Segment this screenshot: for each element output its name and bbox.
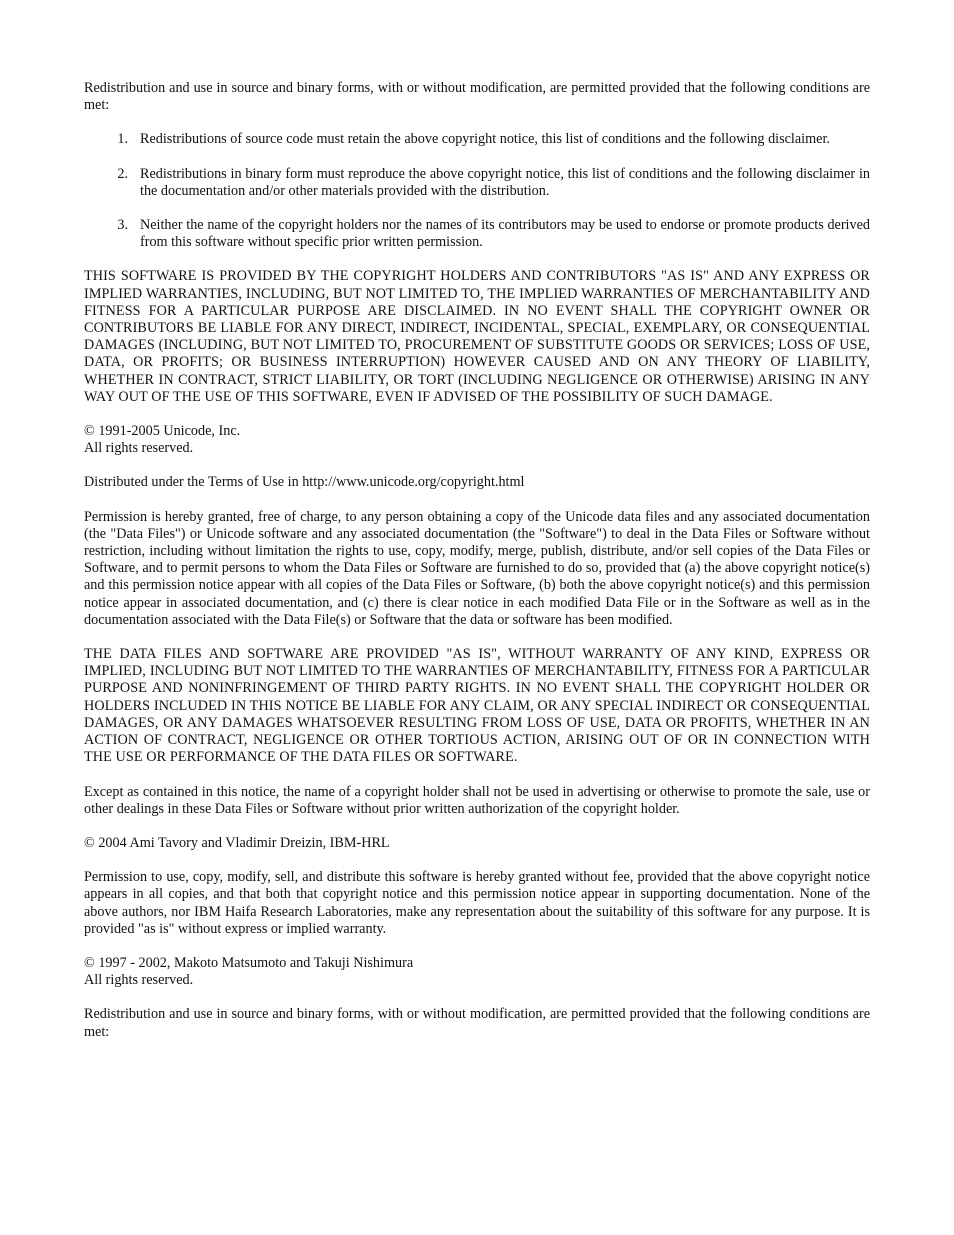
condition-item — [84, 166, 870, 200]
unicode-copyright-line: © 1991-2005 Unicode, Inc. — [84, 423, 241, 440]
unicode-terms: Distributed under the Terms of Use in http://www.unicode.org/copyright.html — [84, 474, 525, 491]
warranty-disclaimer: THIS SOFTWARE IS PROVIDED BY THE COPYRIGHT HOLDERS AND CONTRIBUTORS "AS IS" AND ANY EXPRESS OR IMPLIED WARRANTIES, INCLUDING, BUT NOT LIMITED TO, THE IMPLIED WARRANTIES OF MERCHANTABILITY AND FITNESS FOR A PARTICULAR PURPOSE ARE DISCLAIMED. IN NO EVENT SHALL THE COPYRIGHT OWNER OR CONTRIBUTORS BE LIABLE FOR ANY DIRECT, INDIRECT, INCIDENTAL, SPECIAL, EXEMPLARY, OR CONSEQUENTIAL DAMAGES (INCLUDING, BUT NOT LIMITED TO, PROCUREMENT OF SUBSTITUTE GOODS OR SERVICES; LOSS OF USE, DATA, OR PROFITS; OR BUSINESS INTERRUPTION) HOWEVER CAUSED AND ON ANY THEORY OF LIABILITY, WHETHER IN CONTRACT, STRICT LIABILITY, OR TORT (INCLUDING NEGLIGENCE OR OTHERWISE) ARISING IN ANY WAY OUT OF THE USE OF THIS SOFTWARE, EVEN IF ADVISED OF THE POSSIBILITY OF SUCH DAMAGE. — [84, 268, 870, 405]
condition-text: Neither the name of the copyright holders nor the names of its contributors may be used to endorse or promote products derived from this software without specific prior written permission. — [140, 217, 870, 251]
ibm-permission: Permission to use, copy, modify, sell, and distribute this software is hereby granted without fee, provided that the above copyright notice appears in all copies, and that both that copyright notice and this permission notice appear in supporting documentation. None of the above authors, nor IBM Haifa Research Laboratories, make any representation about the suitability of this software for any purpose. It is provided "as is" without express or implied warranty. — [84, 869, 870, 937]
mt-rights-line: All rights reserved. — [84, 972, 194, 989]
mt-copyright-line: © 1997 - 2002, Makoto Matsumoto and Takuji Nishimura — [84, 954, 414, 971]
condition-number: 3. — [117, 217, 128, 234]
condition-item — [84, 217, 870, 251]
redistribution-intro: Redistribution and use in source and binary forms, with or without modification, are permitted provided that the following conditions are met: — [84, 80, 870, 114]
condition-number: 2. — [117, 165, 128, 182]
unicode-except-notice: Except as contained in this notice, the name of a copyright holder shall not be used in advertising or otherwise to promote the sale, use or other dealings in these Data Files or Software without prior written authorization of the copyright holder. — [84, 783, 870, 817]
unicode-permission: Permission is hereby granted, free of charge, to any person obtaining a copy of the Unicode data files and any associated documentation (the "Data Files") or Unicode software and any associated documentation (the "Software") to deal in the Data Files or Software without restriction, including without limitation the rights to use, copy, modify, merge, publish, distribute, and/or sell copies of the Data Files or Software, and to permit persons to whom the Data Files or Software are furnished to do so, provided that (a) the above copyright notice(s) and this permission notice appear with all copies of the Data Files or Software, (b) both the above copyright notice(s) and this permission notice appear in associated documentation, and (c) there is clear notice in each modified Data File or in the Software as well as in the documentation associated with the Data File(s) or Software that the data or software has been modified. — [84, 508, 870, 628]
condition-item — [84, 131, 870, 148]
condition-number: 1. — [117, 131, 128, 148]
redistribution-intro-2: Redistribution and use in source and binary forms, with or without modification, are permitted provided that the following conditions are met: — [84, 1006, 870, 1040]
ibm-copyright: © 2004 Ami Tavory and Vladimir Dreizin, IBM-HRL — [84, 834, 390, 851]
condition-text: Redistributions of source code must retain the above copyright notice, this list of conditions and the following disclaimer. — [140, 131, 830, 148]
mt-copyright — [84, 955, 870, 989]
unicode-copyright — [84, 423, 870, 457]
condition-text: Redistributions in binary form must reproduce the above copyright notice, this list of conditions and the following disclaimer in the documentation and/or other materials provided with the distribution. — [140, 165, 870, 199]
unicode-disclaimer: THE DATA FILES AND SOFTWARE ARE PROVIDED "AS IS", WITHOUT WARRANTY OF ANY KIND, EXPRESS OR IMPLIED, INCLUDING BUT NOT LIMITED TO THE WARRANTIES OF MERCHANTABILITY, FITNESS FOR A PARTICULAR PURPOSE AND NONINFRINGEMENT OF THIRD PARTY RIGHTS. IN NO EVENT SHALL THE COPYRIGHT HOLDER OR HOLDERS INCLUDED IN THIS NOTICE BE LIABLE FOR ANY CLAIM, OR ANY SPECIAL INDIRECT OR CONSEQUENTIAL DAMAGES, OR ANY DAMAGES WHATSOEVER RESULTING FROM LOSS OF USE, DATA OR PROFITS, WHETHER IN AN ACTION OF CONTRACT, NEGLIGENCE OR OTHER TORTIOUS ACTION, ARISING OUT OF OR IN CONNECTION WITH THE USE OR PERFORMANCE OF THE DATA FILES OR SOFTWARE. — [84, 646, 870, 766]
conditions-list — [84, 131, 870, 251]
unicode-rights-line: All rights reserved. — [84, 440, 194, 457]
license-document — [84, 80, 870, 1058]
